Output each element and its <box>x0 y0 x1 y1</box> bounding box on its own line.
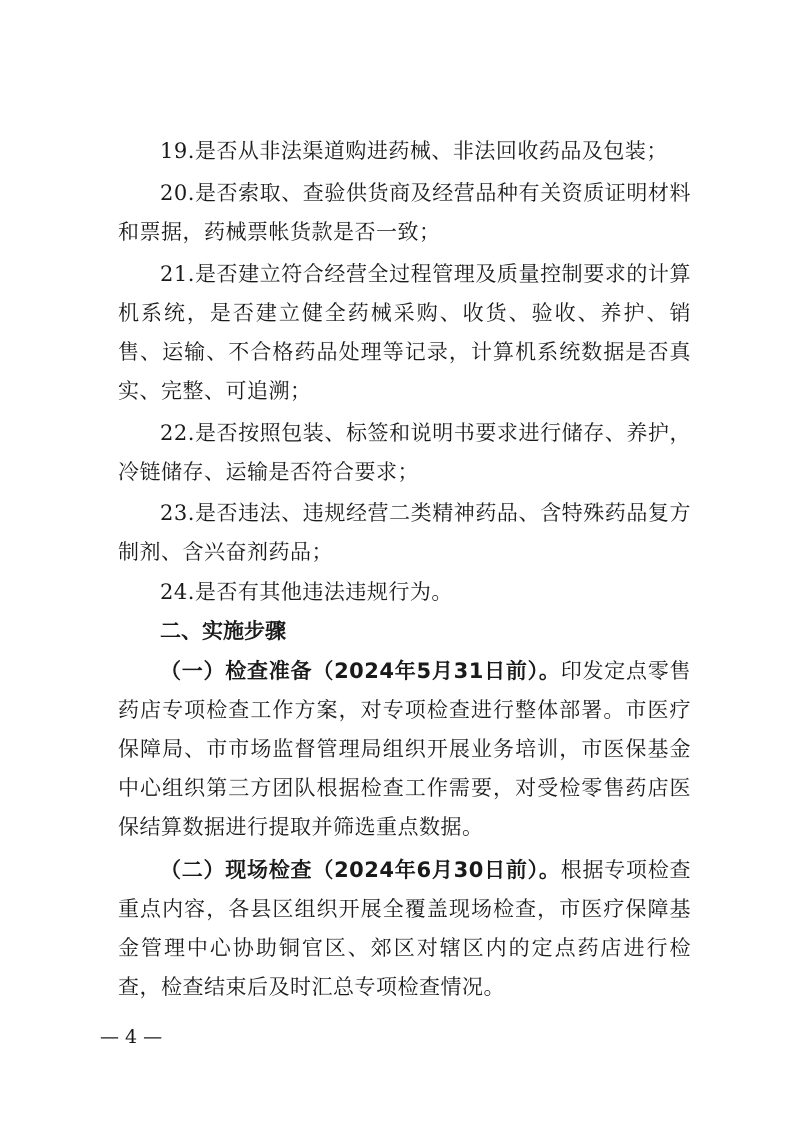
item-21: 21.是否建立符合经营全过程管理及质量控制要求的计算机系统，是否建立健全药械采购、收货、验收、养护、销售、运输、不合格药品处理等记录，计算机系统数据是否真实、完整、可追溯； <box>118 262 691 403</box>
item-24: 24.是否有其他违法违规行为。 <box>160 580 453 604</box>
step-2-text: 根据专项检查重点内容，各县区组织开展全覆盖现场检查，市医疗保障基金管理中心协助铜官区、郊区对辖区内的定点药店进行检查，检查结束后及时汇总专项检查情况。 <box>118 858 691 999</box>
item-19: 19.是否从非法渠道购进药械、非法回收药品及包装； <box>160 139 668 163</box>
step-1-paragraph <box>118 652 691 847</box>
item-22: 22.是否按照包装、标签和说明书要求进行储存、养护，冷链储存、运输是否符合要求； <box>118 421 691 484</box>
step-1-label: （一）检查准备（2024年5月31日前）。 <box>160 659 561 683</box>
step-2-paragraph <box>118 851 691 1007</box>
page-number: — 4 — <box>100 1026 163 1048</box>
step-1-text: 印发定点零售药店专项检查工作方案，对专项检查进行整体部署。市医疗保障局、市市场监督管理局组织开展业务培训，市医保基金中心组织第三方团队根据检查工作需要，对受检零售药店医保结算数据进行提取并筛选重点数据。 <box>118 659 691 839</box>
step-2-label: （二）现场检查（2024年6月30日前）。 <box>160 858 561 882</box>
section-heading-implementation-steps: 二、实施步骤 <box>160 619 286 643</box>
item-20: 20.是否索取、查验供货商及经营品种有关资质证明材料和票据，药械票帐货款是否一致； <box>118 181 691 244</box>
item-23: 23.是否违法、违规经营二类精神药品、含特殊药品复方制剂、含兴奋剂药品； <box>118 501 691 564</box>
